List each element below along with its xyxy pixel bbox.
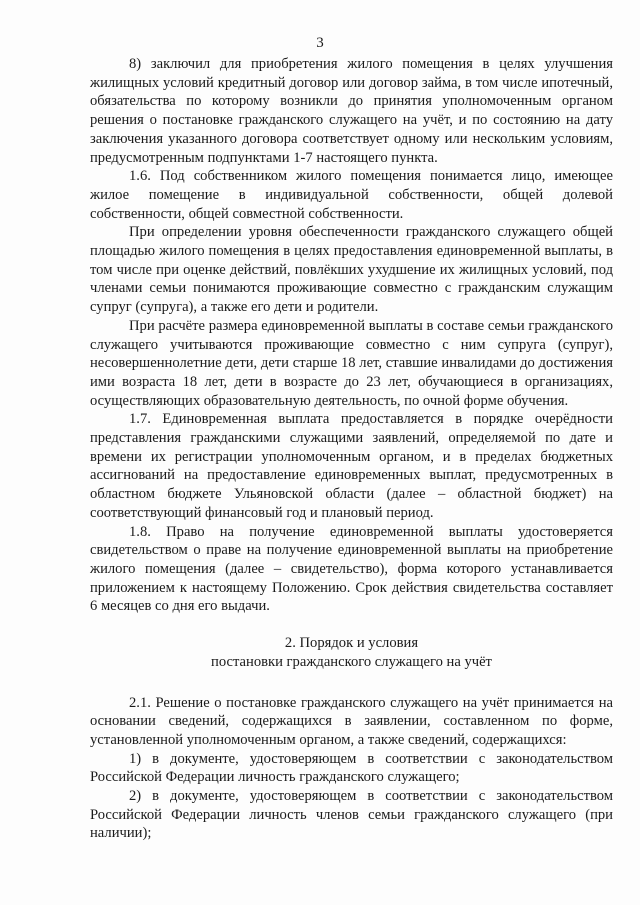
section-heading-line2: постановки гражданского служащего на учёт xyxy=(211,653,492,670)
paragraph-2-1: 2.1. Решение о постановке гражданского служащего на учёт принимается на основании сведений, содержащихся в заявлении, составленном по форме, установленной уполномоченным органом, а также сведений, содержащихся: xyxy=(90,694,613,748)
paragraph-family-members: При определении уровня обеспеченности гражданского служащего общей площадью жилого помещения в целях предоставления единовременной выплаты, в том числе при оценке действий, повлёкших ухудшение их жилищных условий, под членами семьи понимаются проживающие совместно с гражданским служащим супруг (супруга), а также его дети и родители. xyxy=(90,224,613,316)
paragraph-payment-calculation: При расчёте размера единовременной выплаты в составе семьи гражданского служащего учитываются проживающие совместно с ним супруга (супруг), несовершеннолетние дети, дети старше 18 лет, ставшие инвалидами до достижения ими возраста 18 лет, дети в возрасте до 23 лет, обучающиеся в организациях, осуществляющих образовательную деятельность, по очной форме обучения. xyxy=(90,317,613,409)
paragraph-2-1-item-1: 1) в документе, удостоверяющем в соответствии с законодательством Российской Федерации личность гражданского служащего; xyxy=(90,750,613,786)
section-heading-line1: 2. Порядок и условия xyxy=(284,635,419,652)
paragraph-clause-8: 8) заключил для приобретения жилого помещения в целях улучшения жилищных условий кредитный договор или договор займа, в том числе ипотечный, обязательства по которому возникли до принятия уполномоченным органом решения о постановке гражданского служащего на учёт, и по состоянию на дату заключения указанного договора соответствует одному или нескольким условиям, предусмотренным подпунктами 1-7 настоящего пункта. xyxy=(90,56,613,166)
paragraph-1-6: 1.6. Под собственником жилого помещения понимается лицо, имеющее жилое помещение в индивидуальной собственности, общей долевой собственности, общей совместной собственности. xyxy=(90,168,613,222)
spacer xyxy=(90,616,613,634)
paragraph-1-7: 1.7. Единовременная выплата предоставляется в порядке очерёдности представления гражданскими служащими заявлений, определяемой по дате и времени их регистрации уполномоченным органом, и в пределах бюджетных ассигнований на предоставление единовременных выплат, предусмотренных в областном бюджете Ульяновской области (далее – областной бюджет) на соответствующий финансовый год и плановый период. xyxy=(90,411,613,521)
page-number: 3 xyxy=(316,35,324,51)
paragraph-2-1-item-2: 2) в документе, удостоверяющем в соответствии с законодательством Российской Федерации личность членов семьи гражданского служащего (при наличии); xyxy=(90,788,613,842)
paragraph-1-8: 1.8. Право на получение единовременной выплаты удостоверяется свидетельством о праве на получение единовременной выплаты на приобретение жилого помещения (далее – свидетельство), форма которого устанавливается приложением к настоящему Положению. Срок действия свидетельства составляет 6 месяцев со дня его выдачи. xyxy=(90,523,613,615)
document-body xyxy=(90,55,613,843)
spacer xyxy=(90,672,613,694)
